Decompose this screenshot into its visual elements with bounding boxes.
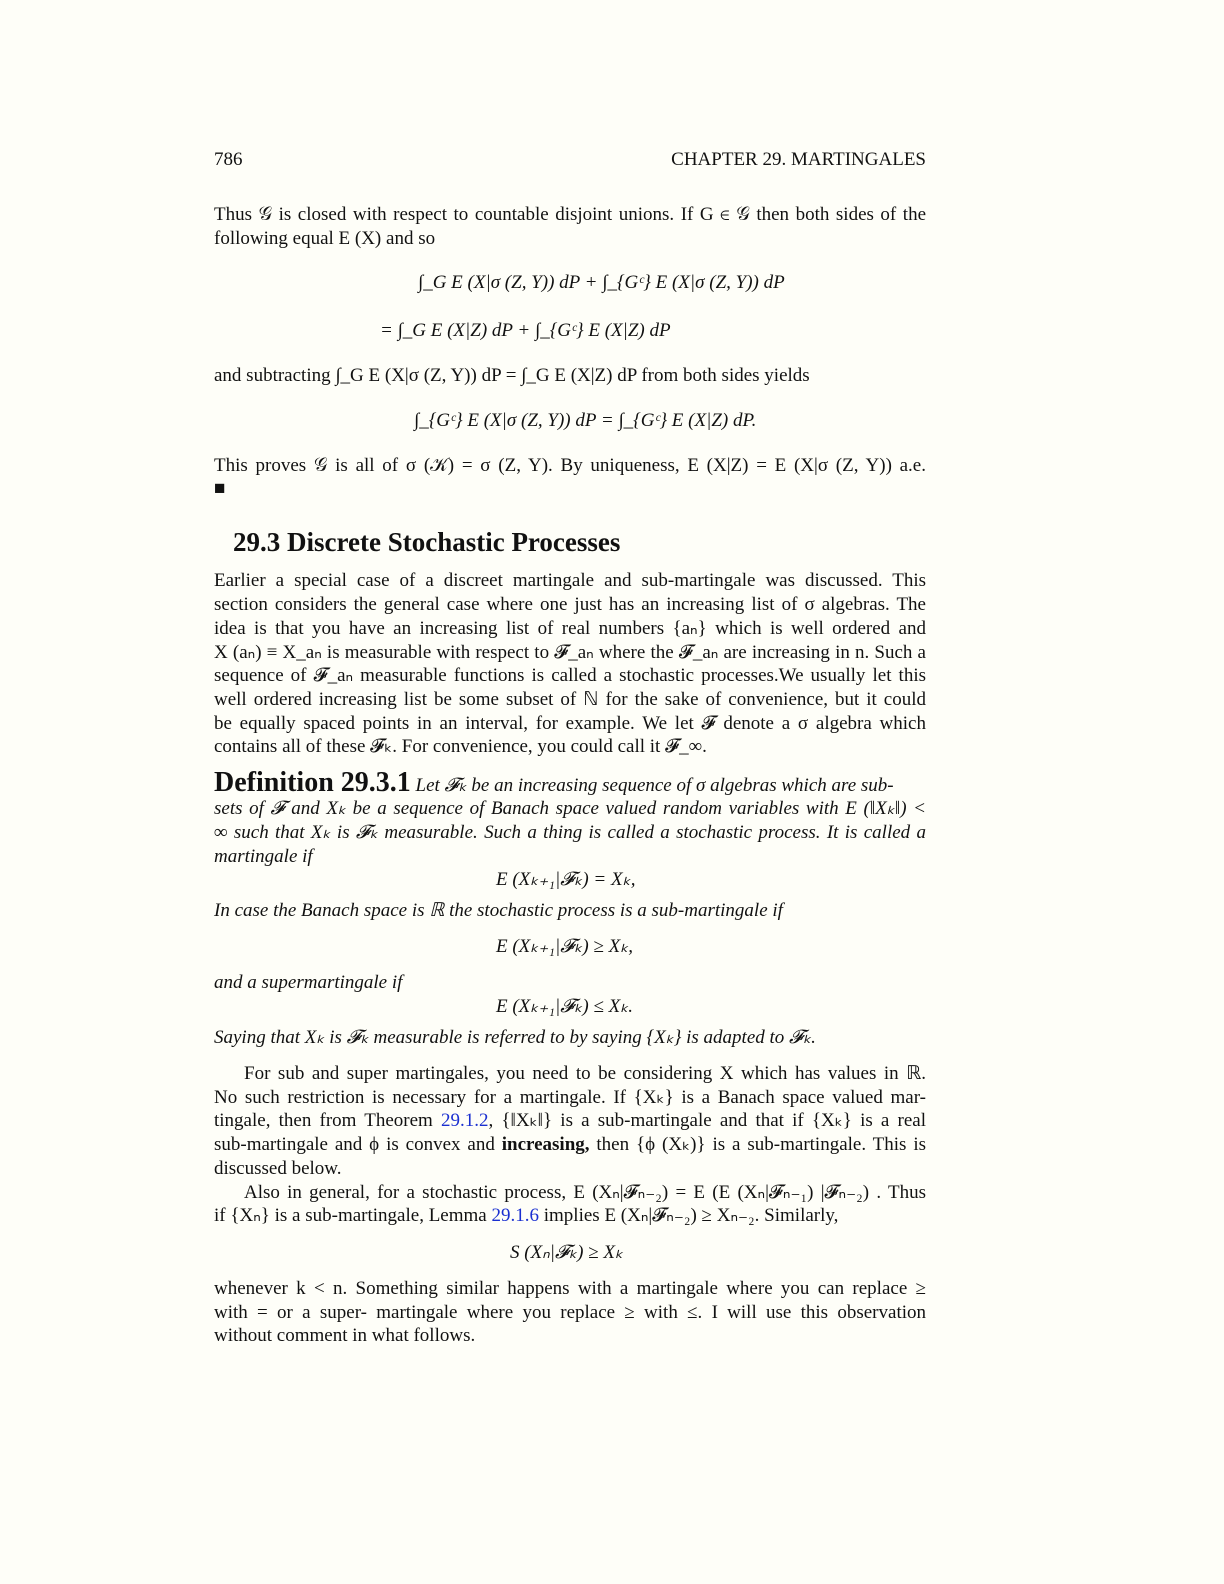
equation: S (Xₙ|𝓕ₖ) ≥ Xₖ [510,1242,624,1263]
qed-symbol: ■ [214,478,226,499]
text-line: and subtracting ∫_G E (X|σ (Z, Y)) dP = ∫_G E (X|Z) dP from both sides yields [214,365,810,386]
text-line: and a supermartingale if [214,972,403,993]
page-number: 786 [214,149,243,170]
running-title: CHAPTER 29. MARTINGALES [671,149,926,170]
lemma-link[interactable]: 29.1.6 [491,1205,539,1226]
text-line: following equal E (X) and so [214,228,436,249]
text-line: This proves 𝒢 is all of σ (𝒦) = σ (Z, Y). By uniqueness, E (X|Z) = E (X|σ (Z, Y)) a.e. [214,455,926,476]
text-line: whenever k < n. Something similar happens with a martingale where you can replace ≥ [214,1278,926,1299]
text-line: martingale if [214,846,313,867]
text-span: tingale, then from Theorem [214,1110,433,1131]
equation: = ∫_G E (X|Z) dP + ∫_{Gᶜ} E (X|Z) dP [380,320,671,341]
text-span: Let 𝓕ₖ be an increasing sequence of σ algebras which are sub- [415,775,894,796]
text-line: For sub and super martingales, you need to be considering X which has values in ℝ. [244,1063,926,1084]
section-heading: 29.3 Discrete Stochastic Processes [233,527,621,557]
text-line: section considers the general case where one just has an increasing list of σ algebras. The [214,594,926,615]
equation: ∫_G E (X|σ (Z, Y)) dP + ∫_{Gᶜ} E (X|σ (Z, Y)) dP [418,272,785,293]
definition-label: Definition 29.3.1 [214,767,411,798]
text-line: without comment in what follows. [214,1325,476,1346]
text-line: X (aₙ) ≡ X_aₙ is measurable with respect to 𝓕_aₙ where the 𝓕_aₙ are increasing in n. Such a [214,642,926,663]
text-line: discussed below. [214,1158,342,1179]
text-span: sub-martingale and ϕ is convex and [214,1134,495,1155]
text-span: , {‖Xₖ‖} is a sub-martingale and that if {Xₖ} is a real [488,1110,926,1131]
equation: E (Xₖ₊₁|𝓕ₖ) = Xₖ, [496,869,636,890]
text-line: idea is that you have an increasing list of real numbers {aₙ} which is well ordered and [214,618,926,639]
equation: E (Xₖ₊₁|𝓕ₖ) ≤ Xₖ. [496,996,634,1017]
text-line: Saying that Xₖ is 𝓕ₖ measurable is referred to by saying {Xₖ} is adapted to 𝓕ₖ. [214,1027,816,1048]
equation: ∫_{Gᶜ} E (X|σ (Z, Y)) dP = ∫_{Gᶜ} E (X|Z) dP. [414,410,757,431]
text-span: if {Xₙ} is a sub-martingale, Lemma [214,1205,487,1226]
equation: E (Xₖ₊₁|𝓕ₖ) ≥ Xₖ, [496,936,634,957]
text-span: implies E (Xₙ|𝓕ₙ₋₂) ≥ Xₙ₋₂. Similarly, [543,1205,839,1226]
text-line: sets of 𝓕 and Xₖ be a sequence of Banach space valued random variables with E (‖Xₖ‖) < [214,798,926,819]
text-line: contains all of these 𝓕ₖ. For convenience, you could call it 𝓕_∞. [214,736,707,757]
text-line [214,1204,926,1228]
text-line: ∞ such that Xₖ is 𝓕ₖ measurable. Such a thing is called a stochastic process. It is called a [214,822,926,843]
text-line: Thus 𝒢 is closed with respect to countable disjoint unions. If G ∈ 𝒢 then both sides of the [214,204,926,225]
text-line [214,1109,926,1133]
text-line: In case the Banach space is ℝ the stochastic process is a sub-martingale if [214,900,783,921]
text-line: sequence of 𝓕_aₙ measurable functions is called a stochastic processes.We usually let this [214,665,926,686]
text-line: well ordered increasing list be some subset of ℕ for the sake of convenience, but it could [214,689,926,710]
text-span: then {ϕ (Xₖ)} is a sub-martingale. This is [596,1134,926,1155]
text-line: No such restriction is necessary for a martingale. If {Xₖ} is a Banach space valued mar- [214,1087,926,1108]
bold-text: increasing, [501,1134,590,1155]
text-line: Earlier a special case of a discreet martingale and sub-martingale was discussed. This [214,570,926,591]
text-line: be equally spaced points in an interval, for example. We let 𝓕 denote a σ algebra which [214,713,926,734]
text-line: Also in general, for a stochastic process, E (Xₙ|𝓕ₙ₋₂) = E (E (Xₙ|𝓕ₙ₋₁) |𝓕ₙ₋₂) . Thus [244,1182,926,1203]
theorem-link[interactable]: 29.1.2 [441,1110,489,1131]
text-line [214,1133,926,1157]
text-line: with = or a super- martingale where you replace ≥ with ≤. I will use this observation [214,1302,926,1323]
